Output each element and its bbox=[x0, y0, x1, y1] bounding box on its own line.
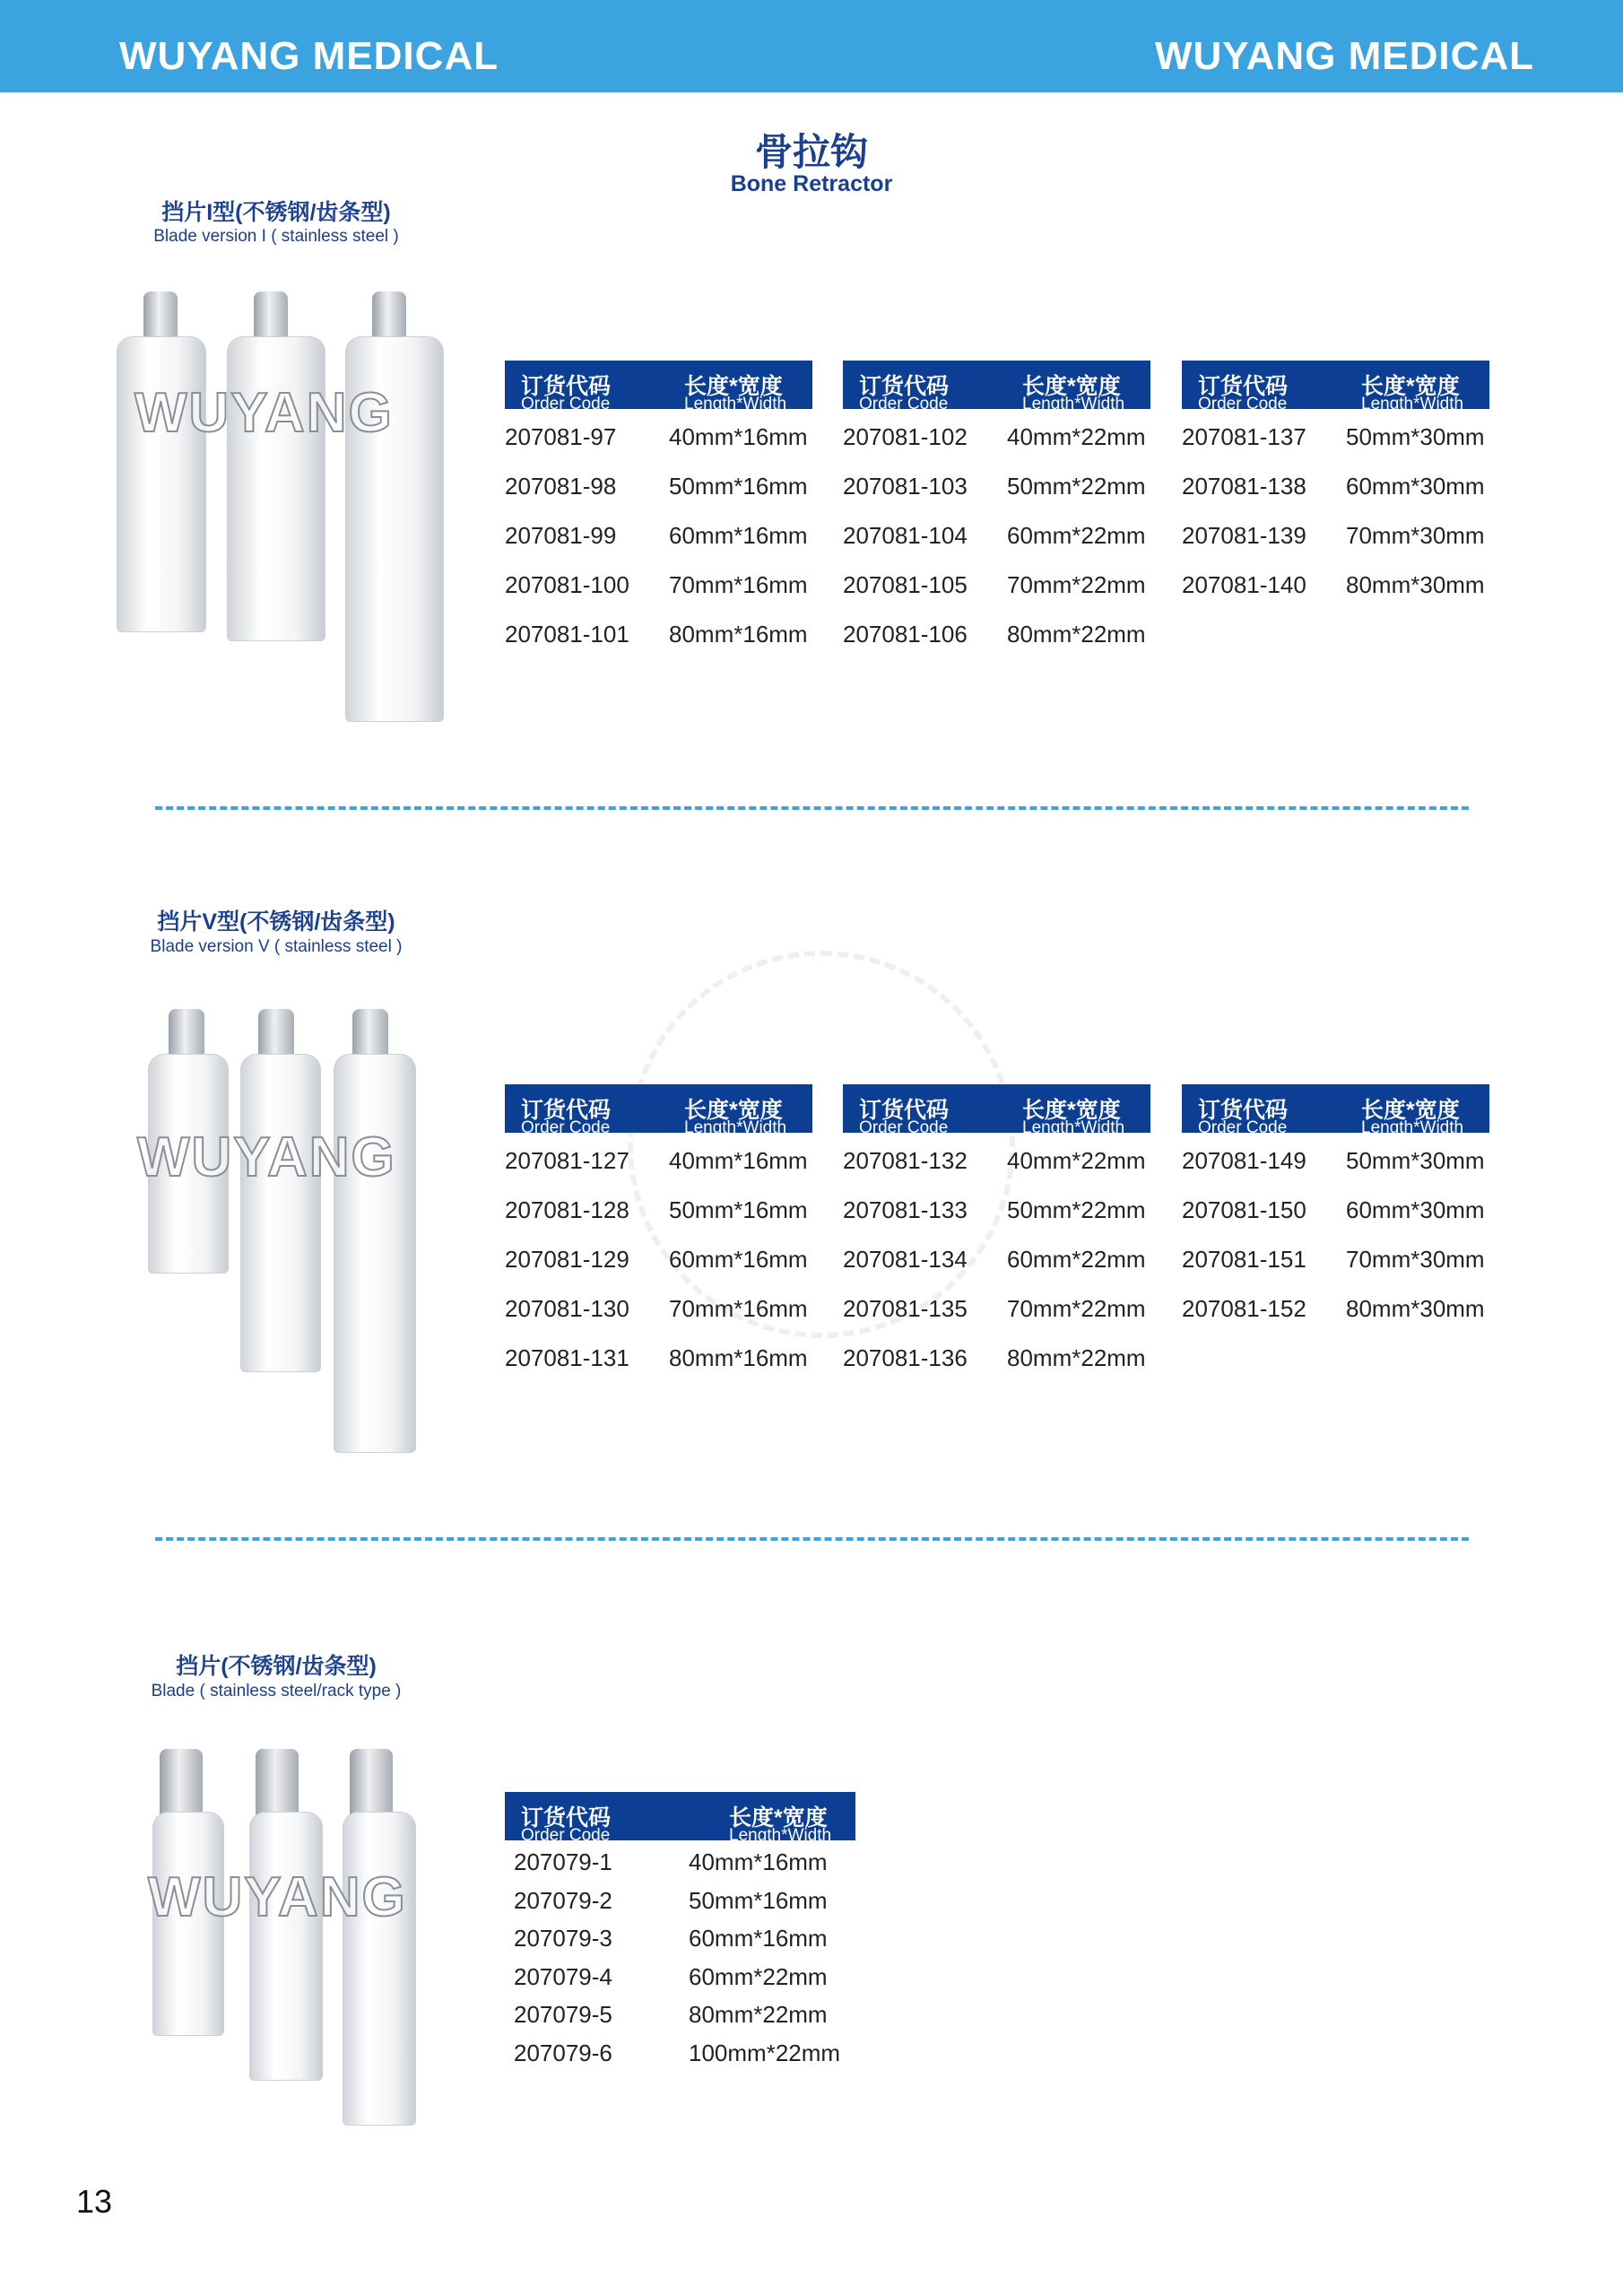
order-code-cell: 207079-5 bbox=[514, 2001, 612, 2028]
section-3-product-image bbox=[143, 1749, 448, 2135]
table-header bbox=[1182, 361, 1489, 413]
order-code-cell: 207081-149 bbox=[1182, 1147, 1306, 1174]
order-code-cell: 207081-139 bbox=[1182, 522, 1306, 549]
header-order-code-en: Order Code bbox=[1198, 395, 1288, 413]
order-code-cell: 207081-133 bbox=[843, 1196, 968, 1223]
header-length-width-en: Length*Width bbox=[729, 1826, 832, 1845]
header-length-width: 长度*宽度 bbox=[684, 374, 783, 399]
header-order-code: 订货代码 bbox=[1198, 374, 1289, 399]
size-cell: 50mm*16mm bbox=[669, 1196, 808, 1223]
header-length-width-en: Length*Width bbox=[1361, 395, 1464, 413]
size-cell: 50mm*16mm bbox=[669, 473, 808, 500]
order-code-cell: 207081-135 bbox=[843, 1295, 968, 1322]
order-code-cell: 207081-104 bbox=[843, 522, 968, 549]
header-order-code: 订货代码 bbox=[859, 374, 950, 399]
table-header bbox=[505, 361, 812, 413]
section-1-product-image bbox=[112, 287, 453, 726]
size-cell: 80mm*30mm bbox=[1346, 571, 1485, 598]
image-watermark: WUYANG bbox=[148, 1866, 407, 1928]
size-cell: 80mm*16mm bbox=[669, 1344, 808, 1371]
size-cell: 70mm*22mm bbox=[1007, 1295, 1146, 1322]
size-cell: 40mm*16mm bbox=[669, 1147, 808, 1174]
size-cell: 60mm*30mm bbox=[1346, 473, 1485, 500]
section-1-subtitle: Blade version I ( stainless steel ) bbox=[153, 227, 399, 246]
header-length-width: 长度*宽度 bbox=[1022, 1098, 1121, 1123]
order-code-cell: 207081-130 bbox=[505, 1295, 629, 1322]
order-code-cell: 207079-6 bbox=[514, 2039, 612, 2066]
header-order-code-en: Order Code bbox=[859, 395, 949, 413]
size-cell: 50mm*30mm bbox=[1346, 1147, 1485, 1174]
size-cell: 40mm*16mm bbox=[689, 1848, 828, 1875]
order-code-cell: 207081-132 bbox=[843, 1147, 968, 1174]
header-order-code-en: Order Code bbox=[1198, 1118, 1288, 1137]
section-1-title: 挡片I型(不锈钢/齿条型) bbox=[161, 200, 391, 225]
header-order-code: 订货代码 bbox=[521, 1805, 612, 1831]
section-2-subtitle: Blade version V ( stainless steel ) bbox=[150, 937, 403, 956]
order-code-cell: 207081-101 bbox=[505, 621, 629, 648]
section-2-product-image bbox=[135, 1004, 439, 1453]
header-length-width-en: Length*Width bbox=[684, 395, 787, 413]
table-header bbox=[1182, 1084, 1489, 1137]
brand-left: WUYANG MEDICAL bbox=[119, 34, 499, 78]
page-subtitle: Bone Retractor bbox=[730, 171, 893, 196]
size-cell: 80mm*22mm bbox=[1007, 621, 1146, 648]
page-number: 13 bbox=[76, 2183, 113, 2220]
size-cell: 60mm*22mm bbox=[1007, 1246, 1146, 1273]
size-cell: 80mm*22mm bbox=[1007, 1344, 1146, 1371]
header-length-width-en: Length*Width bbox=[1022, 395, 1125, 413]
order-code-cell: 207079-1 bbox=[514, 1848, 612, 1875]
size-cell: 60mm*30mm bbox=[1346, 1196, 1485, 1223]
order-code-cell: 207079-3 bbox=[514, 1925, 612, 1952]
header-order-code-en: Order Code bbox=[859, 1118, 949, 1137]
section-divider-2 bbox=[155, 1537, 1469, 1541]
order-code-cell: 207081-136 bbox=[843, 1344, 968, 1371]
size-cell: 60mm*16mm bbox=[689, 1925, 828, 1952]
header-length-width-en: Length*Width bbox=[1022, 1118, 1125, 1137]
size-cell: 80mm*30mm bbox=[1346, 1295, 1485, 1322]
size-cell: 50mm*22mm bbox=[1007, 1196, 1146, 1223]
size-cell: 60mm*16mm bbox=[669, 522, 808, 549]
page-title: 骨拉钩 bbox=[754, 131, 868, 173]
size-cell: 50mm*22mm bbox=[1007, 473, 1146, 500]
header-order-code: 订货代码 bbox=[521, 1098, 612, 1123]
order-code-cell: 207081-127 bbox=[505, 1147, 629, 1174]
size-cell: 60mm*22mm bbox=[1007, 522, 1146, 549]
header-length-width-en: Length*Width bbox=[684, 1118, 787, 1137]
section-2-title: 挡片V型(不锈钢/齿条型) bbox=[157, 909, 395, 935]
order-code-cell: 207081-140 bbox=[1182, 571, 1306, 598]
header-order-code-en: Order Code bbox=[521, 1826, 611, 1845]
header-order-code-en: Order Code bbox=[521, 395, 611, 413]
size-cell: 100mm*22mm bbox=[689, 2039, 841, 2066]
page-header bbox=[0, 0, 1623, 92]
order-code-cell: 207081-131 bbox=[505, 1344, 629, 1371]
image-watermark: WUYANG bbox=[135, 382, 394, 444]
header-order-code-en: Order Code bbox=[521, 1118, 611, 1137]
order-code-cell: 207081-151 bbox=[1182, 1246, 1306, 1273]
table-header bbox=[505, 1792, 855, 1845]
header-order-code: 订货代码 bbox=[1198, 1098, 1289, 1123]
table-header bbox=[505, 1084, 812, 1137]
header-length-width: 长度*宽度 bbox=[684, 1098, 783, 1123]
order-code-cell: 207081-152 bbox=[1182, 1295, 1306, 1322]
background-seal-watermark bbox=[628, 951, 1015, 1338]
size-cell: 60mm*16mm bbox=[669, 1246, 808, 1273]
order-code-cell: 207081-105 bbox=[843, 571, 968, 598]
header-length-width: 长度*宽度 bbox=[1361, 1098, 1460, 1123]
order-code-cell: 207081-106 bbox=[843, 621, 968, 648]
size-cell: 60mm*22mm bbox=[689, 1962, 828, 1990]
size-cell: 80mm*16mm bbox=[669, 621, 808, 648]
brand-right: WUYANG MEDICAL bbox=[1155, 34, 1535, 78]
order-code-cell: 207081-103 bbox=[843, 473, 968, 500]
order-code-cell: 207081-128 bbox=[505, 1196, 629, 1223]
section-divider-1 bbox=[155, 806, 1469, 810]
order-code-cell: 207081-137 bbox=[1182, 423, 1306, 450]
size-cell: 40mm*16mm bbox=[669, 423, 808, 450]
order-code-cell: 207081-98 bbox=[505, 473, 617, 500]
size-cell: 70mm*30mm bbox=[1346, 1246, 1485, 1273]
size-cell: 50mm*30mm bbox=[1346, 423, 1485, 450]
image-watermark: WUYANG bbox=[137, 1126, 396, 1188]
order-code-cell: 207081-134 bbox=[843, 1246, 968, 1273]
header-order-code: 订货代码 bbox=[521, 374, 612, 399]
order-code-cell: 207081-150 bbox=[1182, 1196, 1306, 1223]
order-code-cell: 207081-100 bbox=[505, 571, 629, 598]
size-cell: 40mm*22mm bbox=[1007, 1147, 1146, 1174]
section-3-title: 挡片(不锈钢/齿条型) bbox=[176, 1654, 377, 1679]
size-cell: 70mm*16mm bbox=[669, 1295, 808, 1322]
order-code-cell: 207081-102 bbox=[843, 423, 968, 450]
order-code-cell: 207081-138 bbox=[1182, 473, 1306, 500]
size-cell: 70mm*22mm bbox=[1007, 571, 1146, 598]
size-cell: 70mm*30mm bbox=[1346, 522, 1485, 549]
header-length-width: 长度*宽度 bbox=[1022, 374, 1121, 399]
order-code-cell: 207079-2 bbox=[514, 1886, 612, 1914]
order-code-cell: 207081-129 bbox=[505, 1246, 629, 1273]
table-header bbox=[843, 1084, 1150, 1137]
header-order-code: 订货代码 bbox=[859, 1098, 950, 1123]
order-code-cell: 207081-99 bbox=[505, 522, 617, 549]
header-length-width: 长度*宽度 bbox=[729, 1805, 828, 1831]
header-length-width: 长度*宽度 bbox=[1361, 374, 1460, 399]
size-cell: 70mm*16mm bbox=[669, 571, 808, 598]
size-cell: 40mm*22mm bbox=[1007, 423, 1146, 450]
section-3-subtitle: Blade ( stainless steel/rack type ) bbox=[151, 1682, 402, 1700]
order-code-cell: 207081-97 bbox=[505, 423, 617, 450]
size-cell: 80mm*22mm bbox=[689, 2001, 828, 2028]
order-code-cell: 207079-4 bbox=[514, 1962, 612, 1990]
header-length-width-en: Length*Width bbox=[1361, 1118, 1464, 1137]
table-header bbox=[843, 361, 1150, 413]
size-cell: 50mm*16mm bbox=[689, 1886, 828, 1914]
